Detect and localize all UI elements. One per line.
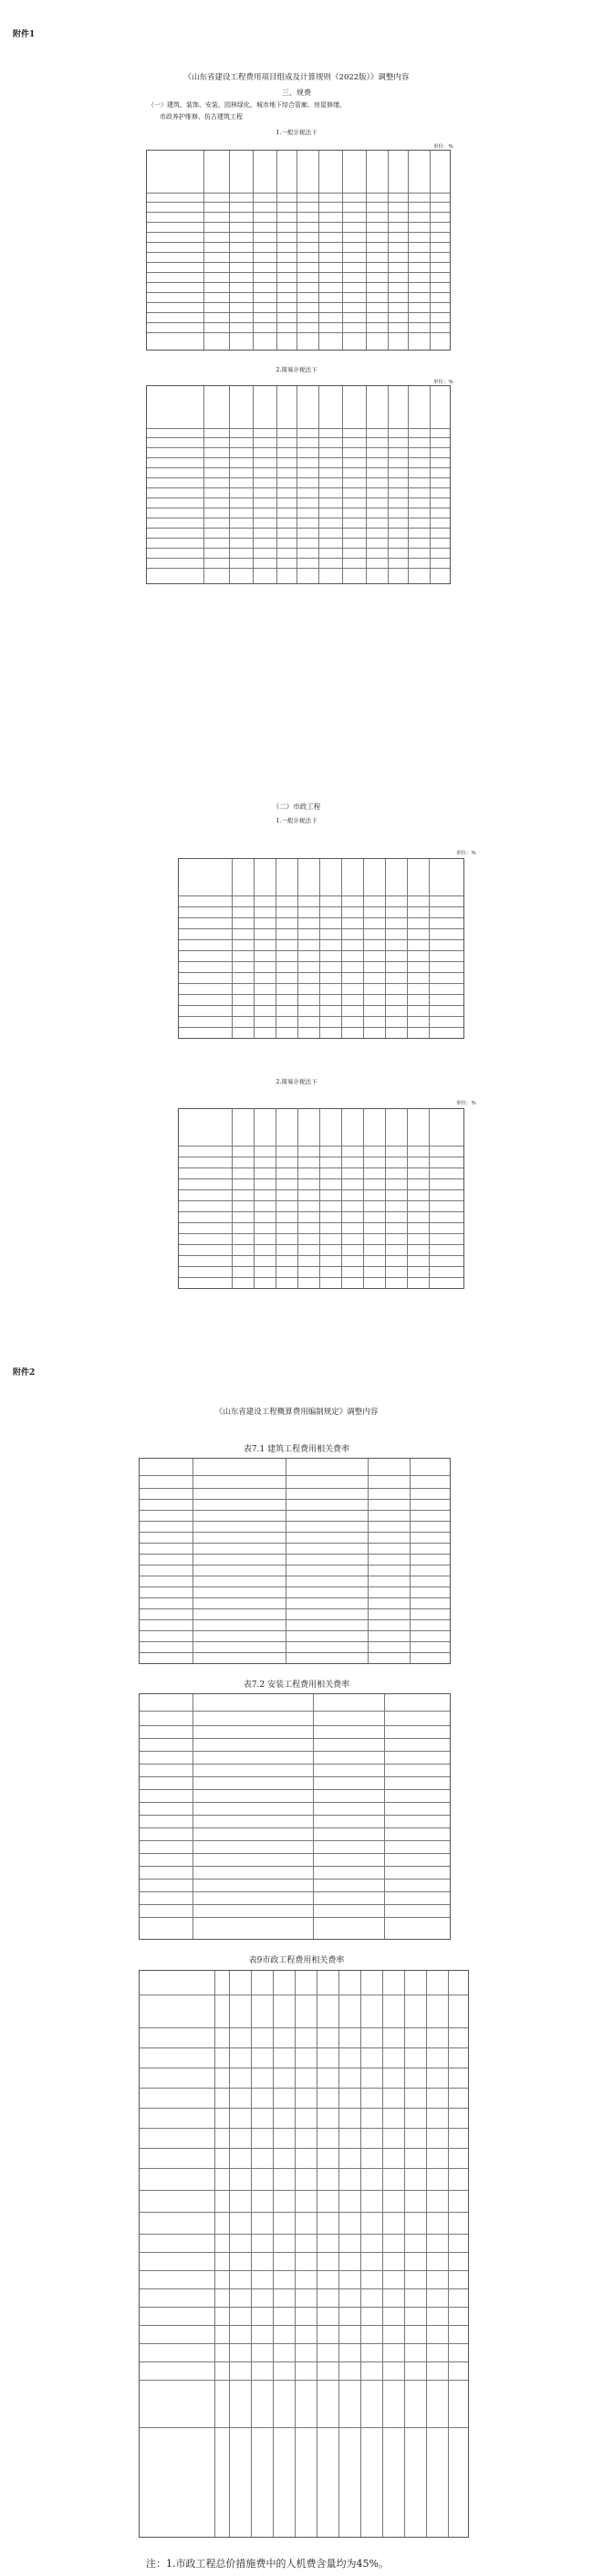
- table-1-unit: 单位：%: [433, 144, 453, 150]
- intro-line-2: 市政养护维修、仿古建筑工程: [160, 113, 243, 120]
- table-9-caption: 表9市政工程费用相关费率: [248, 1956, 345, 1965]
- table-4-unit: 单位：%: [456, 1101, 476, 1106]
- table-3-caption: 1.一般计税法下: [276, 817, 317, 824]
- table-2-caption: 2.简易计税法下: [276, 366, 317, 373]
- attachment-1-label: 附件1: [13, 30, 36, 39]
- attachment-2-label: 附件2: [13, 1368, 36, 1377]
- table-4-caption: 2.简易计税法下: [276, 1078, 317, 1085]
- table-3-unit: 单位：%: [456, 851, 476, 856]
- attachment-1-title: 《山东省建设工程费用项目组成及计算规则（2022版）》调整内容: [183, 73, 410, 82]
- table-7-2: [139, 1693, 451, 1940]
- attachment-2-title: 《山东省建设工程概算费用编制规定》调整内容: [214, 1408, 379, 1417]
- fee-table-3: [178, 858, 464, 1039]
- table-1-caption: 1.一般计税法下: [276, 129, 317, 136]
- table-9: [139, 1970, 469, 2538]
- table-7-1: [139, 1458, 451, 1664]
- fee-table-2: [146, 385, 451, 584]
- section-municipal-heading: （二）市政工程: [272, 802, 321, 811]
- footnote: 注：1.市政工程总价措施费中的人机费含量均为45%。: [146, 2558, 389, 2570]
- section-fees-heading: 三、规费: [282, 89, 311, 97]
- fee-table-4: [178, 1108, 464, 1289]
- table-2-unit: 单位：%: [433, 380, 453, 385]
- table-7-1-caption: 表7.1 建筑工程费用相关费率: [243, 1445, 350, 1454]
- intro-line-1: （一）建筑、装饰、安装、园林绿化、城市地下综合管廊、房屋修缮、: [148, 101, 346, 109]
- fee-table-1: [146, 150, 451, 351]
- table-7-2-caption: 表7.2 安装工程费用相关费率: [243, 1681, 350, 1690]
